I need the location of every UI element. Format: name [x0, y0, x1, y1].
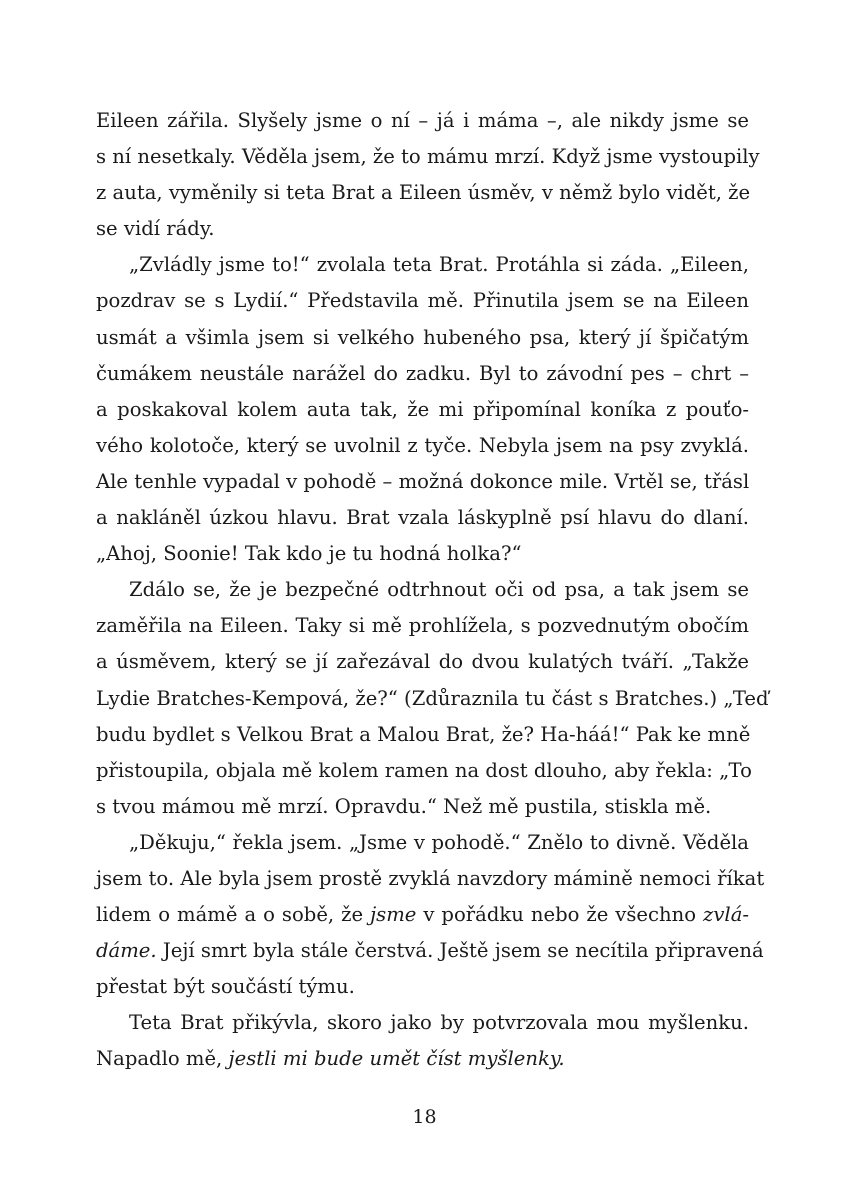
text-line: „Zvládly jsme to!“ zvolala teta Brat. Protáhla si záda. „Eileen,: [129, 253, 749, 277]
paragraph: [96, 572, 769, 825]
text-line: pozdrav se s Lydií.“ Představila mě. Přinutila jsem se na Eileen: [96, 289, 749, 313]
text-line: z auta, vyměnily si teta Brat a Eileen úsměv, v němž bylo vidět, že: [96, 181, 751, 205]
text-line: vého kolotoče, který se uvolnil z tyče. Nebyla jsem na psy zvyklá.: [96, 433, 749, 457]
text-line: Teta Brat přikývla, skoro jako by potvrzovala mou myšlenku.: [129, 1011, 749, 1035]
text-line: a úsměvem, který se jí zařezával do dvou kulatých tváří. „Takže: [96, 650, 749, 674]
text-line: s tvou mámou mě mrzí. Opravdu.“ Než mě pustila, stiskla mě.: [96, 794, 712, 818]
paragraph: [96, 103, 760, 247]
italic-text: zvlá-: [703, 903, 749, 927]
text-line: přistoupila, objala mě kolem ramen na dost dlouho, aby řekla: „To: [96, 758, 752, 782]
text-line: Eileen zářila. Slyšely jsme o ní – já i máma –, ale nikdy jsme se: [96, 109, 749, 132]
text-line: se vidí rády.: [96, 217, 215, 241]
text-line: Napadlo mě, jestli mi bude umět číst myšlenky.: [96, 1047, 565, 1071]
text-line: přestat být součástí týmu.: [96, 975, 355, 999]
paragraph: [96, 1005, 749, 1077]
text-line: lidem o mámě a o sobě, že jsme v pořádku nebo že všechno zvlá-: [96, 903, 749, 927]
text-line: a poskakoval kolem auta tak, že mi připomínal koníka z pouťo-: [96, 397, 749, 421]
italic-text: jestli mi bude umět číst myšlenky.: [228, 1047, 565, 1071]
text-line: Zdálo se, že je bezpečné odtrhnout oči od psa, a tak jsem se: [129, 578, 749, 602]
text-line: budu bydlet s Velkou Brat a Malou Brat, že? Ha-háá!“ Pak ke mně: [96, 722, 751, 746]
text-line: jsem to. Ale byla jsem prostě zvyklá navzdory mámině nemoci říkat: [96, 866, 765, 890]
text-line: čumákem neustále narážel do zadku. Byl to závodní pes – chrt –: [96, 361, 749, 385]
text-line: zaměřila na Eileen. Taky si mě prohlížela, s pozvednutým obočím: [96, 614, 749, 638]
paragraph: [96, 247, 749, 572]
text-line: „Ahoj, Soonie! Tak kdo je tu hodná holka?“: [96, 542, 522, 566]
text-line: a nakláněl úzkou hlavu. Brat vzala láskyplně psí hlavu do dlaní.: [96, 506, 749, 530]
text-line: s ní nesetkaly. Věděla jsem, že to mámu mrzí. Když jsme vystoupily: [96, 145, 760, 169]
text-line: usmát a všimla jsem si velkého hubeného psa, který jí špičatým: [96, 325, 749, 349]
text-line: Lydie Bratches-Kempová, že?“ (Zdůraznila tu část s Bratches.) „Teď: [96, 686, 769, 710]
italic-text: jsme: [370, 903, 417, 927]
page-number: 18: [412, 1106, 437, 1128]
paragraph: [96, 825, 765, 1005]
text-line: „Děkuju,“ řekla jsem. „Jsme v pohodě.“ Znělo to divně. Věděla: [129, 830, 749, 854]
text-line: dáme. Její smrt byla stále čerstvá. Ještě jsem se necítila připravená: [96, 939, 764, 963]
text-line: Ale tenhle vypadal v pohodě – možná dokonce mile. Vrtěl se, třásl: [96, 469, 750, 493]
body-text: [96, 103, 769, 1078]
italic-text: dáme.: [96, 939, 157, 963]
